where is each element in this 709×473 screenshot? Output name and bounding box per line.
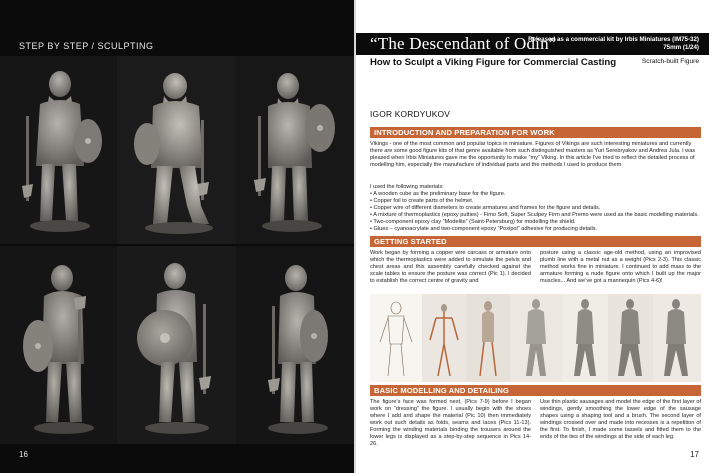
getting-started-column-left: Work began by forming a copper wire carcass or armature onto which the thermoplastics were added to simulate the pelvis and chest areas and this assembly carefully checked against the scale tables to ensure the posture was correct (Pic 1). I decided to establish the correct centre of gravity and xyxy=(370,250,531,284)
intro-paragraph: Vikings - one of the most common and popular topics in miniature. Figures of Vikings are such interesting miniatures and currently there are some good figure kits of that genre available from such distinguished masters as Yuri Serebryakov and Andrea Jula. I was pleased when Irbis Miniatures gave me the opportunity to make “my” Viking. In this article I’ve tried to reflect the detailed process of modelling him, especially the manufacture of individual parts and the methods I used to produce them. xyxy=(370,141,696,168)
materials-intro: I used the following materials: xyxy=(370,184,444,190)
section-heading-basic-modelling: BASIC MODELLING AND DETAILING xyxy=(370,385,701,396)
page-number: 17 xyxy=(690,450,699,459)
viking-figure-image xyxy=(117,246,236,444)
getting-started-column-right: posture using a classic age-old method, using an improvised plumb line with a metal nut as a weight (Pics 2-3). This classic method works fine in miniature. I continued to add mass to the armature forming a nude figure onto which I built up the major muscles... And we’ve got a mannequin (Pics 4-6)! xyxy=(540,250,701,284)
viking-photo-back-left xyxy=(0,246,117,444)
viking-photo-side xyxy=(236,56,355,244)
viking-photo-front xyxy=(0,56,117,244)
armature-sequence-image xyxy=(370,294,701,382)
section-heading-introduction: INTRODUCTION AND PREPARATION FOR WORK xyxy=(370,127,701,138)
armature-progress-photos xyxy=(370,294,701,382)
viking-photo-shield-front xyxy=(117,246,236,444)
scratch-built-label: Scratch-built Figure xyxy=(641,58,699,65)
article-title: “The Descendant of Odin” xyxy=(370,34,557,53)
author-name: IGOR KORDYUKOV xyxy=(370,109,451,119)
kit-info xyxy=(528,36,699,52)
viking-figure-image xyxy=(0,246,117,444)
viking-figure-image xyxy=(117,56,236,244)
section-heading-getting-started: GETTING STARTED xyxy=(370,236,701,247)
right-page xyxy=(356,0,709,473)
basic-modelling-column-right: Use thin plastic sausages and model the edge of the first layer of windings, gently smoothing the lower edge of the sausage shapes using a shaping tool and a brush. The second layer of windings crossed over and made into recesses is a repetition of the first. To finish, I made some tassels and fitted them to the ends of the ties of the windings at the side of each leg. xyxy=(540,399,701,440)
list-item: • Copper wire of different diameters to create armatures and frames for the figure and details. xyxy=(370,205,601,211)
basic-modelling-column-left: The figure’s face was formed next, (Pics 7-9) before I began work on “dressing” the figure. I usually begin with the shoes where I add and shape the material (Pic 10) then immediately work out such details as folds, seams and laces (Pics 11-13). Forming the winding materials binding the trousers around the lower legs is displayed as a step-by-step sequence in Pics 14-26. xyxy=(370,399,531,447)
viking-figure-image xyxy=(0,56,117,244)
materials-list xyxy=(370,184,701,233)
list-item: • Copper foil to create parts of the helmet. xyxy=(370,198,474,204)
list-item: • Two-component epoxy clay “Modelite” (Saint-Petersburg) for modelling the shield. xyxy=(370,219,576,225)
kit-info-line: Released as a commercial kit by Irbis Miniatures (IM75-32) xyxy=(528,36,699,43)
article-subtitle: How to Sculpt a Viking Figure for Commercial Casting xyxy=(370,57,617,68)
page-number: 16 xyxy=(19,450,28,459)
viking-figure-image xyxy=(236,56,355,244)
title-bar xyxy=(356,33,709,55)
list-item: • Glues – cyanoacrylate and two-component epoxy “Poxipol” adhesive for producing details. xyxy=(370,226,598,232)
kit-scale-line: 75mm (1/24) xyxy=(663,44,699,51)
section-header: STEP BY STEP / SCULPTING xyxy=(19,41,154,51)
viking-photo-three-quarter xyxy=(117,56,236,244)
viking-photo-shield-side xyxy=(236,246,355,444)
viking-figure-image xyxy=(236,246,355,444)
list-item: • A wooden cube as the preliminary base for the figure. xyxy=(370,191,506,197)
list-item: • A mixture of thermoplastics (epoxy putties) - Fimo Soft, Super Sculpey Firm and Premo were used as the basic modelling materials. xyxy=(370,212,699,218)
